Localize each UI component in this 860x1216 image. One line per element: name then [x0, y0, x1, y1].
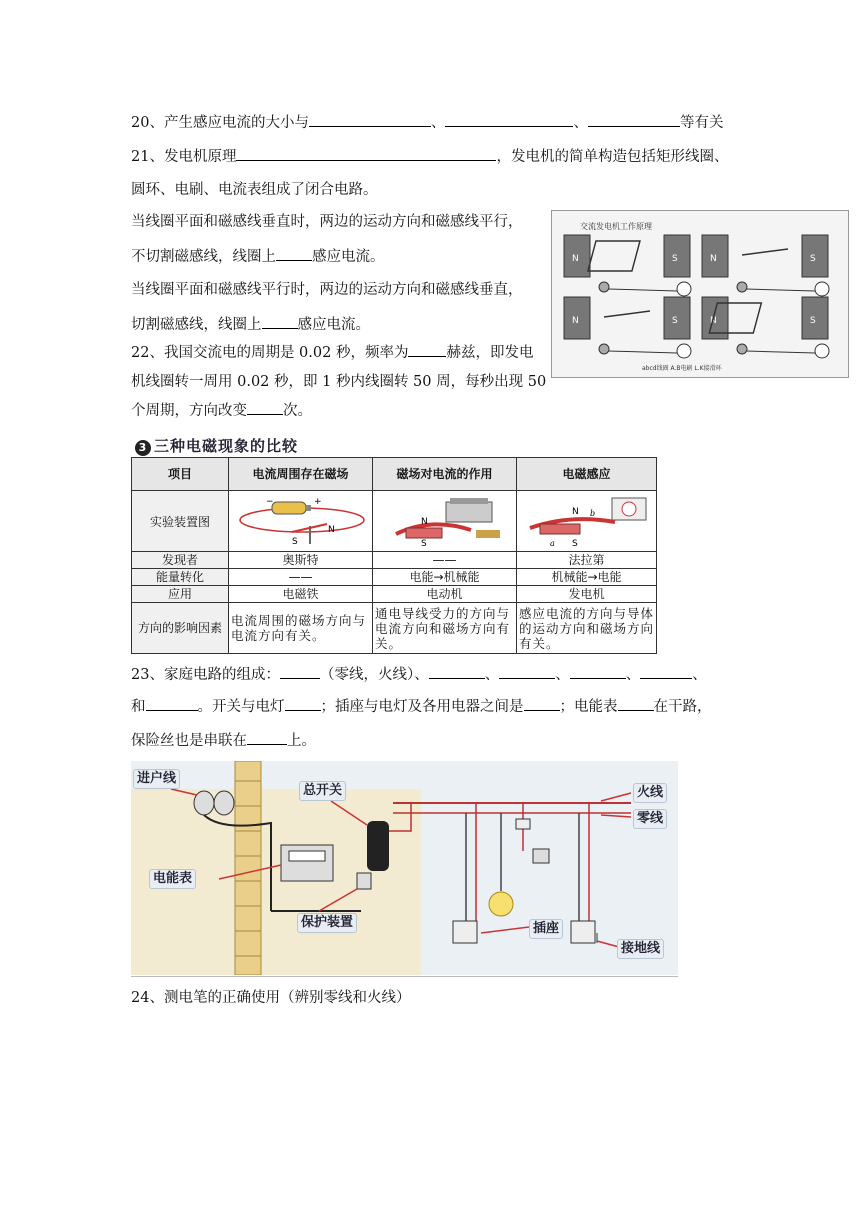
q22-line-3: 个周期，方向改变 次。: [131, 400, 312, 421]
svg-text:+: +: [313, 496, 322, 507]
svg-text:a: a: [549, 538, 555, 548]
comparison-table: [131, 457, 657, 654]
header-cell: 电磁感应: [517, 458, 657, 491]
svg-text:N: N: [710, 316, 717, 326]
generator-panel: [564, 297, 691, 358]
generator-figure-title: 交流发电机工作原理: [580, 222, 652, 231]
svg-text:N: N: [572, 316, 579, 326]
q20-line: 20、产生感应电流的大小与 、 、 等有关: [131, 112, 723, 133]
q23-blank-6: [146, 696, 198, 711]
q20-blank-1: [309, 112, 431, 127]
svg-text:N: N: [571, 506, 579, 517]
table-cell: 电能→机械能: [373, 569, 517, 586]
svg-text:b: b: [589, 508, 595, 518]
q21-blank-3: [262, 314, 298, 329]
q23-blank-5: [640, 664, 692, 679]
svg-text:S: S: [672, 316, 678, 326]
q23-blank-2: [429, 664, 485, 679]
oersted-apparatus-image: [229, 491, 373, 552]
q21-line-3: 当线圈平面和磁感线垂直时，两边的运动方向和磁感线平行，: [131, 214, 523, 230]
svg-text:S: S: [810, 254, 816, 264]
header-cell: 项目: [132, 458, 229, 491]
label-electric-meter: 电能表: [149, 869, 196, 889]
svg-text:N: N: [572, 254, 579, 264]
household-wiring-figure: [131, 761, 678, 975]
figure-divider: [131, 976, 678, 977]
table-cell: 电磁铁: [229, 586, 373, 603]
table-cell: 电动机: [373, 586, 517, 603]
motor-apparatus-image: [373, 491, 517, 552]
q21-line-4: 不切割磁感线，线圈上 感应电流。: [131, 246, 385, 267]
table-cell: 通电导线受力的方向与电流方向和磁场方向有关。: [373, 603, 517, 654]
svg-text:N: N: [327, 524, 335, 535]
q21-blank-1: [236, 146, 496, 161]
row-label: 实验装置图: [132, 491, 229, 552]
table-cell: 奥斯特: [229, 552, 373, 569]
table-row: [132, 569, 657, 586]
q23-blank-7: [285, 696, 321, 711]
table-cell: ——: [373, 552, 517, 569]
table-row: [132, 552, 657, 569]
q23-blank-4: [570, 664, 626, 679]
table-row: [132, 491, 657, 552]
q21-line-5: 当线圈平面和磁感线平行时，两边的运动方向和磁感线垂直，: [131, 282, 523, 298]
q23-blank-10: [247, 730, 287, 745]
q20-blank-2: [445, 112, 573, 127]
q23-blank-9: [618, 696, 654, 711]
table-row: [132, 586, 657, 603]
q22-line-1: 22、我国交流电的周期是 0.02 秒，频率为 赫兹，即发电: [131, 342, 533, 363]
q22-line-2: 机线圈转一周用 0.02 秒，即 1 秒内线圈转 50 周，每秒出现 50: [131, 374, 547, 390]
table-header-row: [132, 458, 657, 491]
generator-figure: [551, 210, 849, 378]
label-entry-line: 进户线: [133, 769, 180, 789]
table-cell: 电流周围的磁场方向与电流方向有关。: [229, 603, 373, 654]
label-live-wire: 火线: [633, 783, 667, 803]
label-ground-wire: 接地线: [617, 939, 664, 959]
svg-text:N: N: [420, 516, 428, 527]
q23-line-2: 和 。开关与电灯 ；插座与电灯及各用电器之间是 ；电能表 在干路，: [131, 696, 712, 717]
generator-panel: [702, 235, 829, 296]
q21-line-2: 圆环、电刷、电流表组成了闭合电路。: [131, 182, 378, 198]
q24-line: 24、测电笔的正确使用（辨别零线和火线）: [131, 990, 411, 1006]
table-cell: 感应电流的方向与导体的运动方向和磁场方向有关。: [517, 603, 657, 654]
generator-panel: [702, 297, 829, 358]
row-label: 发现者: [132, 552, 229, 569]
table-row: [132, 603, 657, 654]
row-label: 应用: [132, 586, 229, 603]
q21-line-1: 21、发电机原理 ，发电机的简单构造包括矩形线圈、: [131, 146, 728, 167]
q22-blank-2: [247, 400, 283, 415]
q21-blank-2: [276, 246, 312, 261]
q23-blank-3: [499, 664, 555, 679]
svg-text:S: S: [672, 254, 678, 264]
table-cell: 机械能→电能: [517, 569, 657, 586]
q23-blank-1: [280, 664, 320, 679]
svg-text:S: S: [810, 316, 816, 326]
svg-text:N: N: [710, 254, 717, 264]
header-cell: 磁场对电流的作用: [373, 458, 517, 491]
row-label: 方向的影响因素: [132, 603, 229, 654]
header-cell: 电流周围存在磁场: [229, 458, 373, 491]
label-protection-device: 保护装置: [297, 913, 357, 933]
wiring-diagram: [131, 761, 678, 975]
section-number-badge: 3: [135, 440, 151, 456]
q22-blank-1: [408, 342, 446, 357]
q23-blank-8: [524, 696, 560, 711]
q21-line-6: 切割磁感线，线圈上 感应电流。: [131, 314, 370, 335]
svg-text:S: S: [571, 538, 578, 548]
svg-text:−: −: [265, 496, 274, 507]
table-cell: ——: [229, 569, 373, 586]
generator-panel: [564, 235, 691, 296]
label-main-switch: 总开关: [299, 781, 346, 801]
table-cell: 发电机: [517, 586, 657, 603]
table-cell: 法拉第: [517, 552, 657, 569]
q23-line-3: 保险丝也是串联在 上。: [131, 730, 316, 751]
comparison-figure: [131, 433, 656, 651]
svg-text:S: S: [291, 536, 298, 547]
comparison-title: 3 三种电磁现象的比较: [135, 435, 298, 456]
generator-diagram: [552, 211, 848, 377]
label-neutral-wire: 零线: [633, 809, 667, 829]
label-socket: 插座: [529, 919, 563, 939]
row-label: 能量转化: [132, 569, 229, 586]
induction-apparatus-image: [517, 491, 657, 552]
generator-figure-caption: abcd线圈 A.B电刷 L.K接滑环: [642, 365, 722, 372]
svg-text:S: S: [420, 538, 427, 548]
q23-line-1: 23、家庭电路的组成： （零线，火线）、 、 、 、 、: [131, 664, 707, 685]
q20-blank-3: [588, 112, 680, 127]
